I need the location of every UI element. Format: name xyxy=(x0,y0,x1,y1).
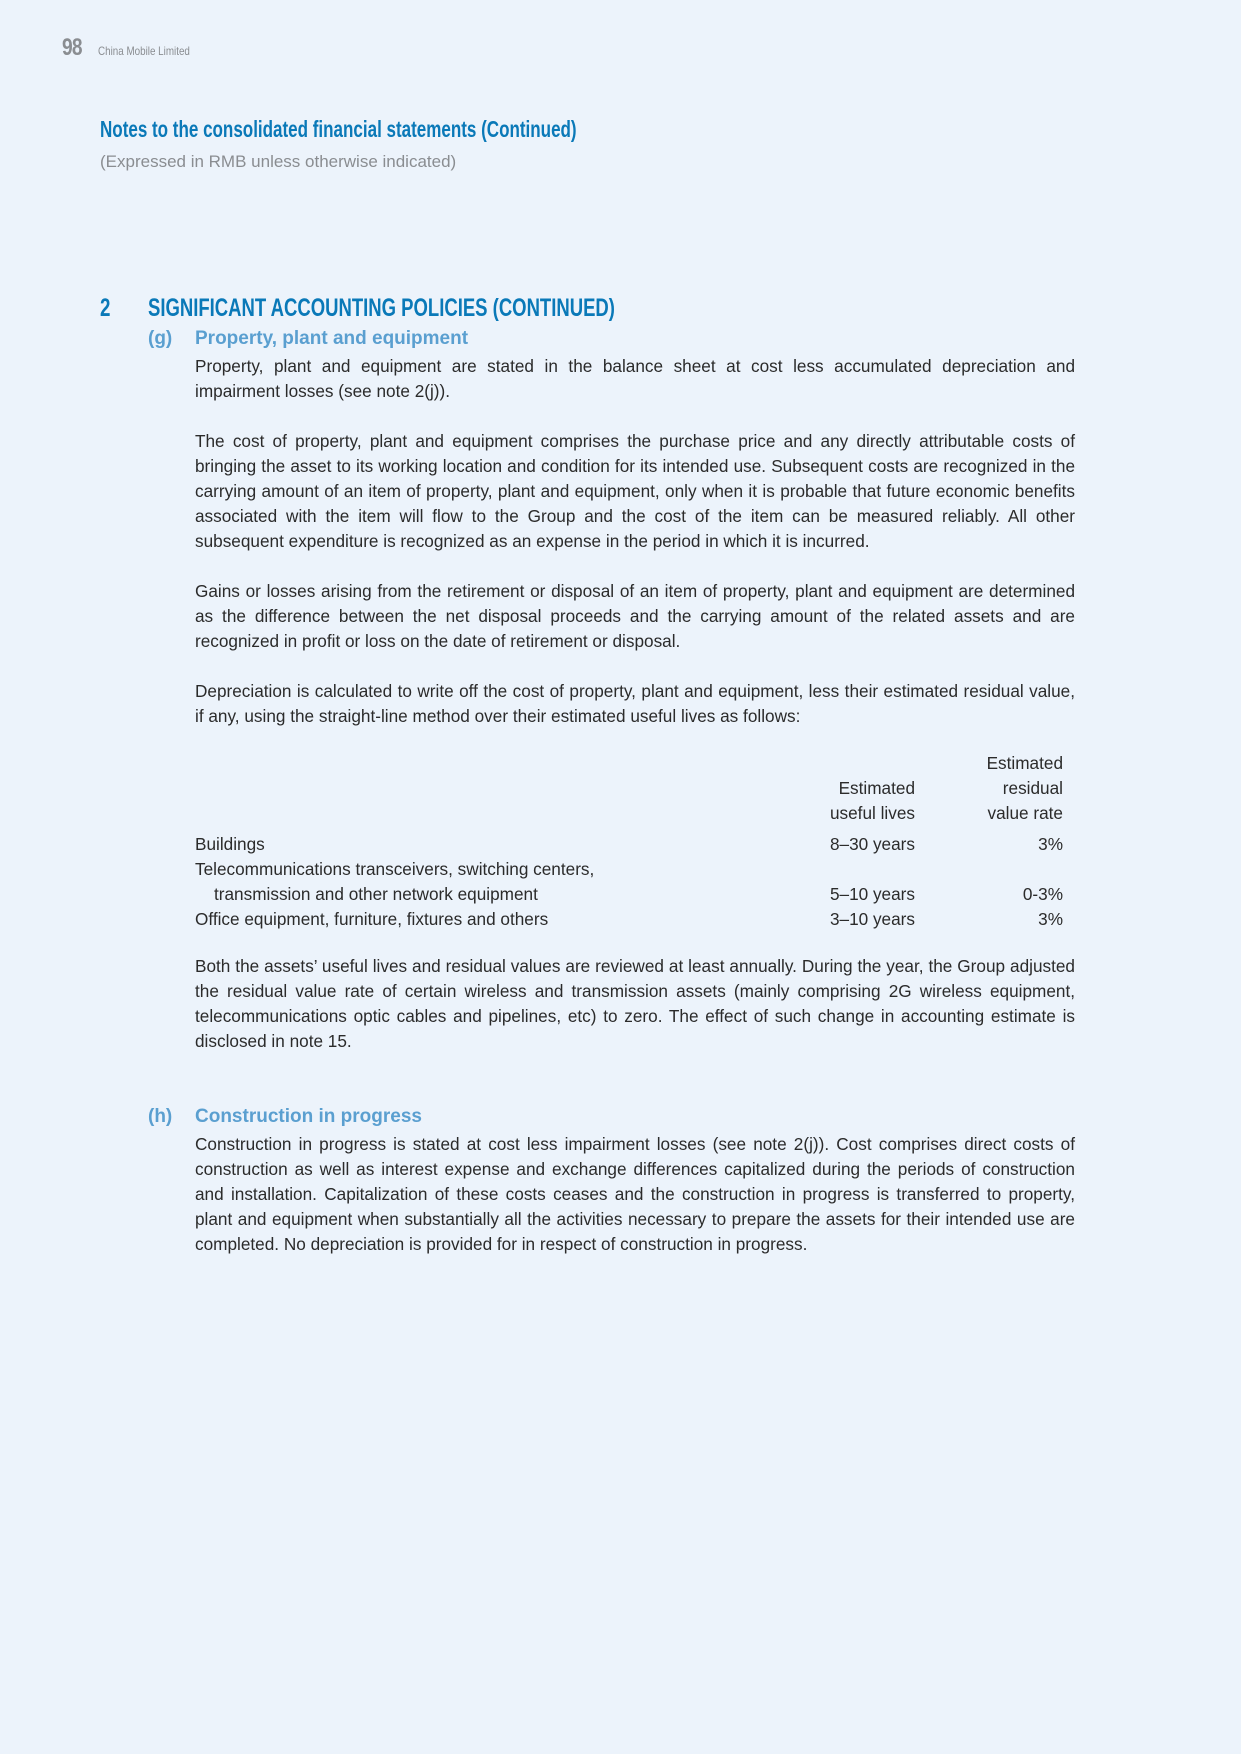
residual-cell: 0-3% xyxy=(1022,884,1063,904)
subsection-g-heading xyxy=(148,328,1076,354)
paragraph: Construction in progress is stated at cost less impairment losses (see note 2(j)). Cost comprises direct costs of construction as well as interest expense and exchange differences capitalized during the periods of construction and installation. Capitalization of these costs ceases and the construction in progress is transferred to property, plant and equipment when substantially all the activities necessary to prepare the assets for their intended use are completed. No depreciation is provided for in respect of construction in progress. xyxy=(195,1134,1075,1254)
residual-cell: 3% xyxy=(1038,909,1063,929)
paragraph: Both the assets’ useful lives and residual values are reviewed at least annually. During the year, the Group adjusted the residual value rate of certain wireless and transmission assets (mainly comprising 2G wireless equipment, telecommunications optic cables and pipelines, etc) to zero. The effect of such change in accounting estimate is disclosed in note 15. xyxy=(195,956,1075,1051)
notes-subtitle: (Expressed in RMB unless otherwise indicated) xyxy=(100,152,457,171)
paragraph: The cost of property, plant and equipment comprises the purchase price and any directly attributable costs of bringing the asset to its working location and condition for its intended use. Subsequent costs are recognized in the carrying amount of an item of property, plant and equipment, only when it is probable that future economic benefits associated with the item will flow to the Group and the cost of the item can be measured reliably. All other subsequent expenditure is recognized as an expense in the period in which it is incurred. xyxy=(195,431,1075,551)
table-header-residual xyxy=(915,751,1063,832)
subsection-g xyxy=(148,328,1076,1054)
paragraph: Property, plant and equipment are stated in the balance sheet at cost less accumulated depreciation and impairment losses (see note 2(j)). xyxy=(195,356,1075,401)
section-heading xyxy=(100,294,779,323)
asset-line: Telecommunications transceivers, switching centers, xyxy=(195,859,595,879)
subsection-h xyxy=(148,1106,1076,1257)
header-line: useful lives xyxy=(829,803,915,823)
notes-title: Notes to the consolidated financial statements (Continued) xyxy=(100,116,577,142)
table-row xyxy=(195,857,1063,907)
page-number: 98 xyxy=(62,34,82,61)
header-line: residual xyxy=(1002,778,1063,798)
subsection-h-heading xyxy=(148,1106,1076,1132)
header-line: Estimated xyxy=(838,778,915,798)
residual-cell: 3% xyxy=(1038,834,1063,854)
subsection-h-body xyxy=(195,1132,1075,1257)
section-title: SIGNIFICANT ACCOUNTING POLICIES (CONTINUED) xyxy=(148,294,615,322)
subsection-h-title: Construction in progress xyxy=(195,1106,422,1127)
table-header-useful-lives xyxy=(775,751,915,832)
table-row xyxy=(195,832,1063,857)
paragraph: Depreciation is calculated to write off the cost of property, plant and equipment, less their estimated residual value, if any, using the straight-line method over their estimated useful lives as follows: xyxy=(195,681,1075,726)
useful-lives-cell: 5–10 years xyxy=(829,884,915,904)
useful-lives-cell: 8–30 years xyxy=(829,834,915,854)
company-name: China Mobile Limited xyxy=(98,44,190,58)
asset-cell: Office equipment, furniture, fixtures and others xyxy=(195,909,549,929)
header-line: Estimated xyxy=(986,753,1063,773)
asset-cell xyxy=(195,857,775,907)
asset-cell: Buildings xyxy=(195,834,265,854)
table-header-asset xyxy=(195,751,775,832)
subsection-g-body xyxy=(195,354,1075,1054)
subsection-g-letter: (g) xyxy=(148,328,173,349)
depreciation-table xyxy=(195,751,1063,932)
useful-lives-cell: 3–10 years xyxy=(829,909,915,929)
page-header xyxy=(62,34,210,62)
table-row xyxy=(195,907,1063,932)
paragraph: Gains or losses arising from the retirement or disposal of an item of property, plant and equipment are determined as the difference between the net disposal proceeds and the carrying amount of the related assets and are recognized in profit or loss on the date of retirement or disposal. xyxy=(195,581,1075,651)
asset-line: transmission and other network equipment xyxy=(214,884,538,904)
header-line: value rate xyxy=(987,803,1063,823)
section-number: 2 xyxy=(100,294,111,322)
table-header-row xyxy=(195,751,1063,832)
subsection-h-letter: (h) xyxy=(148,1106,173,1127)
subsection-g-title: Property, plant and equipment xyxy=(195,328,469,349)
